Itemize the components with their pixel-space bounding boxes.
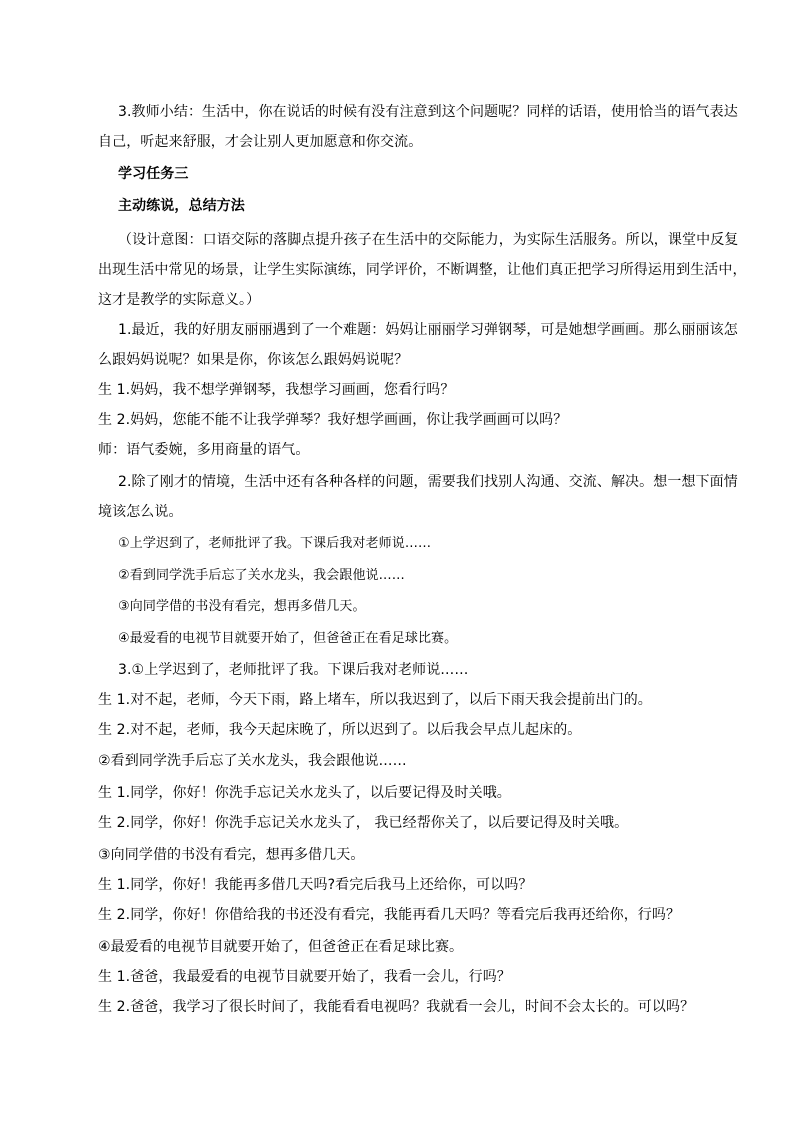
teacher-summary-line-2: 自己，听起来舒服，才会让别人更加愿意和你交流。 bbox=[98, 134, 423, 150]
design-intent-line-3: 这才是教学的实际意义。） bbox=[98, 292, 261, 308]
student-answer: 生 2.爸爸，我学习了很长时间了，我能看看电视吗？我就看一会儿，时间不会太长的。可以吗？ bbox=[98, 999, 695, 1015]
student-answer: 生 1.对不起，老师，今天下雨，路上堵车，所以我迟到了，以后下雨天我会提前出门的。 bbox=[98, 692, 652, 708]
question-2-line-1: 2.除了刚才的情境，生活中还有各种各样的问题，需要我们找别人沟通、交流、解决。想一想下面情 bbox=[118, 474, 738, 490]
scenario-item: ③向同学借的书没有看完，想再多借几天。 bbox=[118, 599, 366, 614]
question-1-line-1: 1.最近，我的好朋友丽丽遇到了一个难题：妈妈让丽丽学习弹钢琴，可是她想学画画。那么丽丽该怎 bbox=[118, 322, 738, 338]
section-heading: 学习任务三 bbox=[118, 166, 189, 182]
teacher-summary-line-1: 3.教师小结：生活中，你在说话的时候有没有注意到这个问题呢？同样的话语，使用恰当的语气表达 bbox=[118, 104, 738, 120]
scenario-item: ④最爱看的电视节目就要开始了，但爸爸正在看足球比赛。 bbox=[118, 631, 458, 646]
scenario-heading: 3.①上学迟到了，老师批评了我。下课后我对老师说…… bbox=[118, 662, 469, 678]
student-answer: 生 2.同学，你好！你洗手忘记关水龙头了， 我已经帮你关了，以后要记得及时关哦。 bbox=[98, 815, 629, 831]
section-subheading: 主动练说，总结方法 bbox=[118, 198, 245, 214]
design-intent-line-2: 出现生活中常见的场景，让学生实际演练，同学评价，不断调整，让他们真正把学习所得运用到生活中， bbox=[98, 262, 747, 278]
question-2-line-2: 境该怎么说。 bbox=[98, 504, 183, 520]
scenario-item: ①上学迟到了，老师批评了我。下课后我对老师说…… bbox=[118, 536, 432, 551]
student-answer: 生 1.同学，你好！你洗手忘记关水龙头了，以后要记得及时关哦。 bbox=[98, 785, 511, 801]
scenario-item: ②看到同学洗手后忘了关水龙头，我会跟他说…… bbox=[118, 568, 405, 583]
scenario-heading: ②看到同学洗手后忘了关水龙头，我会跟他说…… bbox=[98, 753, 407, 769]
teacher-comment: 师：语气委婉，多用商量的语气。 bbox=[98, 442, 310, 458]
student-answer: 生 2.妈妈，您能不能不让我学弹琴？我好想学画画，你让我学画画可以吗？ bbox=[98, 412, 568, 428]
question-1-line-2: 么跟妈妈说呢？如果是你，你该怎么跟妈妈说呢？ bbox=[98, 352, 409, 368]
student-answer: 生 2.对不起，老师，我今天起床晚了，所以迟到了。以后我会早点儿起床的。 bbox=[98, 722, 582, 738]
scenario-heading: ③向同学借的书没有看完，想再多借几天。 bbox=[98, 847, 365, 863]
student-answer: 生 1.同学，你好！我能再多借几天吗?看完后我马上还给你，可以吗？ bbox=[98, 877, 533, 893]
student-answer: 生 1.妈妈，我不想学弹钢琴，我想学习画画，您看行吗？ bbox=[98, 382, 455, 398]
scenario-heading: ④最爱看的电视节目就要开始了，但爸爸正在看足球比赛。 bbox=[98, 939, 464, 955]
student-answer: 生 1.爸爸，我最爱看的电视节目就要开始了，我看一会儿，行吗？ bbox=[98, 969, 511, 985]
student-answer: 生 2.同学，你好！你借给我的书还没有看完，我能再看几天吗？等看完后我再还给你，行吗？ bbox=[98, 907, 681, 923]
design-intent-line-1: （设计意图：口语交际的落脚点提升孩子在生活中的交际能力，为实际生活服务。所以，课堂中反复 bbox=[118, 232, 739, 248]
